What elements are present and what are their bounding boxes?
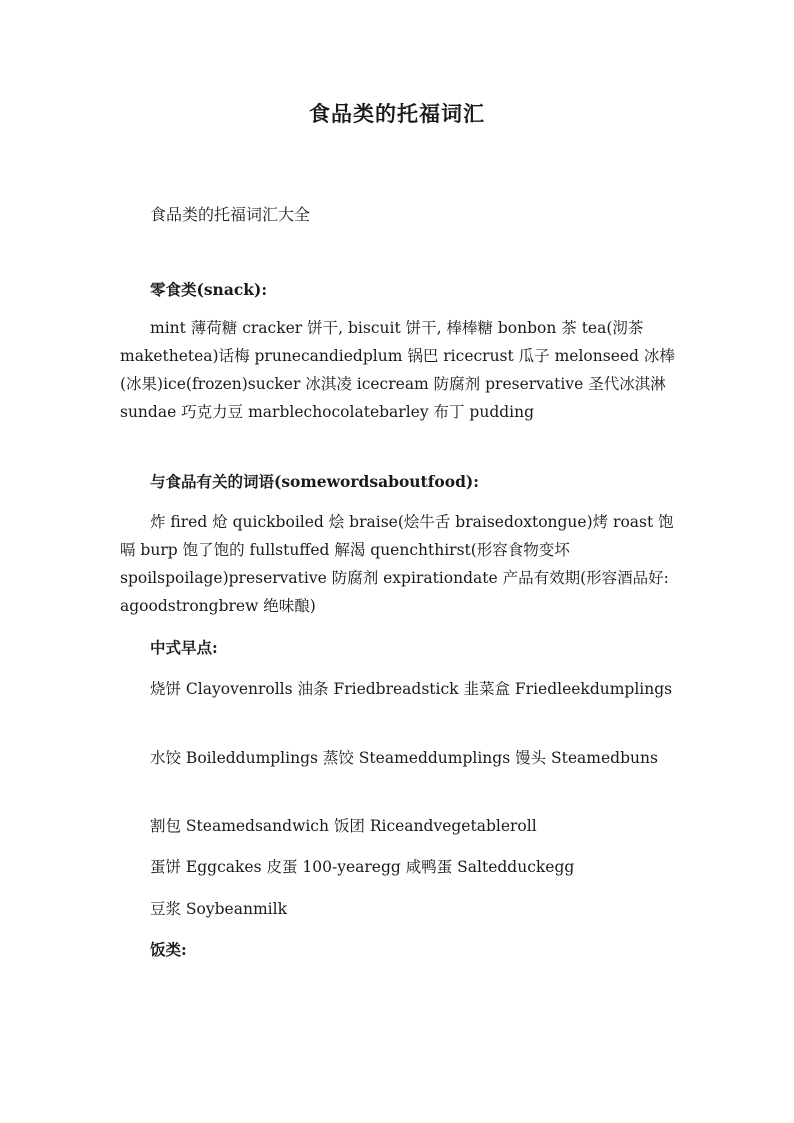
breakfast-item: 水饺 Boileddumplings 蒸饺 Steameddumplings 馒头 Steamedbuns [150, 749, 658, 767]
breakfast-heading: 中式早点: [150, 638, 218, 657]
breakfast-item: 蛋饼 Eggcakes 皮蛋 100-yearegg 咸鸭蛋 Saltedduckegg [150, 858, 575, 876]
breakfast-item: 割包 Steamedsandwich 饭团 Riceandvegetableroll [150, 817, 537, 835]
food-words-paragraph: 炸 fired 炝 quickboiled 烩 braise(烩牛舌 braisedoxtongue)烤 roast 饱嗝 burp 饱了饱的 fullstuffed 解渴 quenchthirst(形容食物变坏 spoilspoilage)preservative 防腐剂 expirationdate 产品有效期(形容酒品好: agoodstrongbrew 绝味酿) [120, 513, 674, 615]
snack-heading: 零食类(snack): [150, 280, 268, 299]
breakfast-item: 豆浆 Soybeanmilk [150, 900, 287, 918]
snack-paragraph: mint 薄荷糖 cracker 饼干, biscuit 饼干, 棒棒糖 bonbon 茶 tea(沏茶 makethetea)话梅 prunecandiedplum 锅巴 ricecrust 瓜子 melonseed 冰棒(冰果)ice(frozen)sucker 冰淇凌 icecream 防腐剂 preservative 圣代冰淇淋 sundae 巧克力豆 marblechocolatebarley 布丁 pudding [120, 319, 675, 421]
document-subtitle: 食品类的托福词汇大全 [150, 205, 311, 224]
page-title: 食品类的托福词汇 [309, 101, 485, 126]
breakfast-item: 烧饼 Clayovenrolls 油条 Friedbreadstick 韭菜盒 Friedleekdumplings [150, 680, 673, 698]
rice-heading: 饭类: [150, 940, 187, 959]
food-words-heading: 与食品有关的词语(somewordsaboutfood): [150, 472, 479, 491]
